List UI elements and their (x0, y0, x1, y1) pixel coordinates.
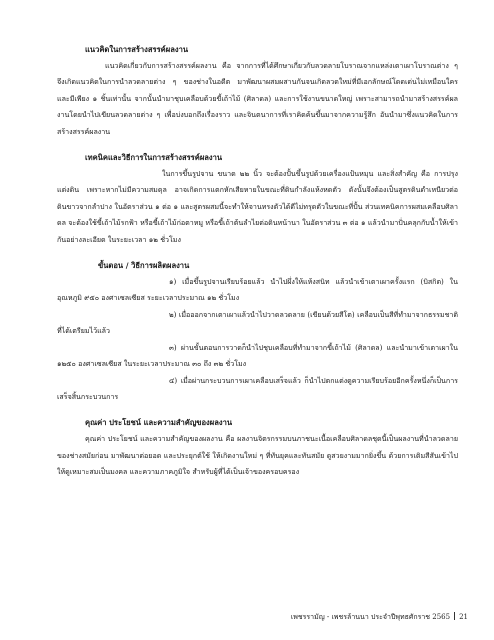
page-number: 21 (459, 613, 468, 621)
page-footer (291, 612, 468, 622)
procedure-step: ๒) เมื่อออกจากเตาเผาแล้วนำไปวาดลวดลาย (เขียนด้วยสีโต) เคลือบเป็นสีที่ทำมาจากธรรมชาติที่ได้เตรียมไว้แล้ว (57, 309, 458, 336)
procedure-step: ๔) เมื่อผ่านกระบวนการเผาเคลือบเสร็จแล้ว ก็นำไปตกแต่งดูความเรียบร้อยอีกครั้งหนึ่งก็เป็นการเสร็จสิ้นกระบวนการ (57, 375, 458, 401)
section-concept (57, 42, 458, 140)
section-paragraph: คุณค่า ประโยชน์ และความสำคัญของผลงาน คือ ผลงานจิตรกรรมบนภาชนะเนื้อเคลือบศิลาดลชุดนี้เป็นผลงานที่นำลวดลายของช่างสมัยก่อน มาพัฒนาต่อยอด และประยุกต์ใช้ ให้เกิดงานใหม่ ๆ ที่ทันยุคและทันสมัย ดูสวยงามมากยิ่งขึ้น ด้วยการเติมสีสันเข้าไปให้ดูเหมาะสมเป็นมงคล และความภาคภูมิใจ สำหรับผู้ที่ได้เป็นเจ้าของครอบครอง (57, 434, 458, 477)
section-heading: คุณค่า ประโยชน์ และความสำคัญของผลงาน (85, 418, 233, 428)
section-value (57, 415, 458, 480)
section-technique (57, 150, 458, 248)
section-heading: แนวคิดในการสร้างสรรค์ผลงาน (85, 45, 189, 54)
procedure-step: ๓) ผ่านขั้นตอนการวาดก็นำไปชุบเคลือบที่ทำมาจากขี้เถ้าไม้ (ศิลาดล) และนำมาเข้าเตาเผาใน ๑๒๕๐ องศาเซลเซียส ในระยะเวลาประมาณ ๓๐ ถึง ๓๒ ชั่วโมง (57, 342, 458, 369)
document-body (57, 40, 458, 481)
section-procedure (57, 258, 458, 405)
section-paragraph: ในการขึ้นรูปจาน ขนาด ๒๒ นิ้ว จะต้องปั้นขึ้นรูปด้วยเครื่องแป้นหมุน และสิ่งสำคัญ คือ การปรุงแต่งดิน เพราะหากไม่มีความสมดุล อาจเกิดการแตกหักเสียหายในขณะที่ดินกำลังแห้งหดตัว ดังนั้นจึงต้องเป็นสูตรดินดำเหนียวต่อดินขาวจากลำปาง ในอัตราส่วน ๑ ต่อ ๑ และสูตรผสมนี้จะทำให้จานทรงตัวได้ดีไม่ทรุดตัวในขณะที่ปั้น ส่วนเทคนิคการผสมเคลือบศิลาดล จะต้องใช้ขี้เถ้าไม้รกฟ้า หรือขี้เถ้าไม้ก่อตาหมู หรือขี้เถ้าต้นลำไยต่อดินหน้านา ในอัตราส่วน ๓ ต่อ ๑ แล้วนำมาปั่นคลุกกับน้ำให้เข้ากันอย่างละเอียด ในระยะเวลา ๑๒ ชั่วโมง (57, 169, 458, 244)
procedure-step: ๑) เมื่อขึ้นรูปจานเรียบร้อยแล้ว นำไปผึ่งให้แห้งสนิท แล้วนำเข้าเตาเผาครั้งแรก (บิสกิต) ในอุณหภูมิ ๙๕๐ องศาเซลเซียส ระยะเวลาประมาณ ๑๒ ชั่วโมง (57, 277, 458, 303)
section-heading: ขั้นตอน / วิธีการผลิตผลงาน (98, 261, 190, 271)
footer-divider (454, 612, 455, 620)
section-heading: เทคนิคและวิธีการในการสร้างสรรค์ผลงาน (85, 153, 223, 163)
footer-title: เพชรรามัญ - เพชรล้านนา ประจำปีพุทธศักราช 2565 (290, 613, 451, 621)
section-paragraph: แนวคิดเกี่ยวกับการสร้างสรรค์ผลงาน คือ จากการที่ได้ศึกษาเกี่ยวกับลวดลายโบราณจากแหล่งเตาเผาโบราณต่าง ๆ จึงเกิดแนวคิดในการนำลวดลายต่าง ๆ ของช่างในอดีต มาพัฒนาผสมผสานกันจนเกิดลวดใหม่ที่มีเอกลักษณ์โดดเด่นไม่เหมือนใคร และมีเพียง ๑ ชิ้นเท่านั้น จากนั้นนำมาชุบเคลือบด้วยขี้เถ้าไม้ (ศิลาดล) และการใช้งานขนาดใหญ่ เพราะสามารถนำมาสร้างสรรค์ผลงานโดยนำไปเขียนลวดลายต่าง ๆ เพื่อบ่งบอกถึงเรื่องราว และจินตนาการที่เราคิดค้นขึ้นมาจากความรู้สึก อันนำมาซึ่งแนวคิดในการสร้างสรรค์ผลงาน (57, 61, 458, 136)
